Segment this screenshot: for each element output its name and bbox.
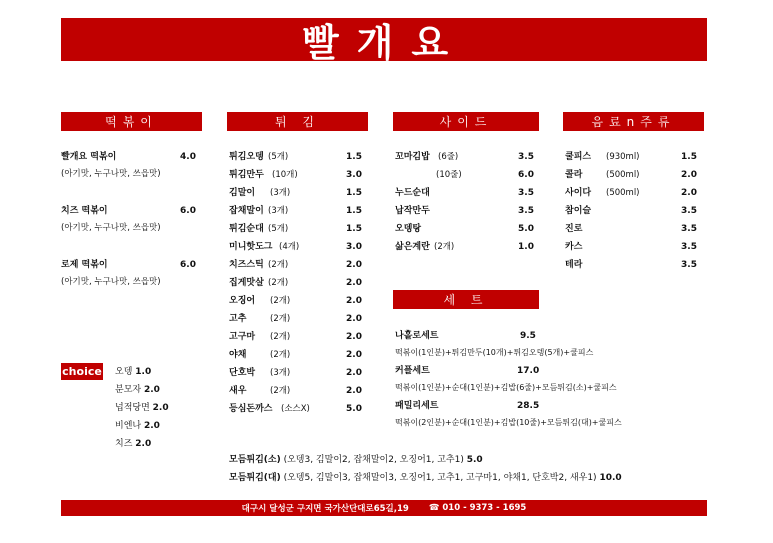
menu-item-price: 1.5 (346, 206, 362, 216)
choice-item: 치즈 2.0 (115, 439, 152, 449)
menu-item-price: 4.0 (180, 152, 196, 162)
menu-item-price: 5.0 (518, 224, 534, 234)
menu-item-qty: (5개) (268, 152, 289, 162)
menu-item-name: 잡채말이 (229, 206, 264, 216)
menu-item-qty: (10개) (272, 170, 298, 180)
menu-item-price: 3.5 (518, 188, 534, 198)
menu-item-qty: (소스X) (281, 404, 310, 414)
menu-item-price: 2.0 (681, 188, 697, 198)
menu-item-qty: (2개) (268, 260, 289, 270)
section-header-set: 세 트 (393, 290, 539, 309)
menu-item-price: 1.5 (681, 152, 697, 162)
menu-item-name: 단호박 (229, 368, 256, 378)
menu-item-qty: (2개) (270, 332, 291, 342)
menu-item-price: 2.0 (346, 260, 362, 270)
menu-item-name: 튀김순대 (229, 224, 264, 234)
menu-item-price: 6.0 (180, 260, 196, 270)
menu-item-price: 3.0 (346, 242, 362, 252)
menu-item-name: 치즈스틱 (229, 260, 264, 270)
menu-item-name: 고구마 (229, 332, 256, 342)
combo-item: 모듬튀김(소) (오뎅3, 김말이2, 잡채말이2, 오징어1, 고추1) 5.0 (229, 455, 483, 465)
menu-item-price: 3.5 (518, 152, 534, 162)
menu-item-price: 2.0 (346, 278, 362, 288)
menu-item-name: 사이다 (565, 188, 592, 198)
section-header-side: 사이드 (393, 112, 539, 131)
menu-item-qty: (500ml) (606, 188, 640, 198)
choice-item: 넙적당면 2.0 (115, 403, 169, 413)
menu-item-price: 1.5 (346, 152, 362, 162)
menu-item-name: 오징어 (229, 296, 256, 306)
menu-item-qty: (2개) (268, 278, 289, 288)
menu-item-price: 3.0 (346, 170, 362, 180)
set-name: 패밀리세트 (395, 401, 439, 411)
set-name: 커플세트 (395, 366, 430, 376)
menu-item-price: 2.0 (681, 170, 697, 180)
set-desc: 떡볶이(1인분)+튀김만두(10개)+튀김오뎅(5개)+쿨피스 (395, 348, 594, 357)
menu-item-name: 카스 (565, 242, 583, 252)
menu-item-name: 진로 (565, 224, 583, 234)
phone: ☎ 010 - 9373 - 1695 (428, 503, 527, 513)
menu-item-name: 집게맛살 (229, 278, 264, 288)
menu-item-desc: (아기맛, 누구나맛, 쓰읍맛) (61, 223, 161, 233)
combo-item: 모듬튀김(대) (오뎅5, 김말이3, 잡채말이3, 오징어1, 고추1, 고구마1, 야채1, 단호박2, 새우1) 10.0 (229, 473, 622, 483)
menu-item-qty: (500ml) (606, 170, 640, 180)
menu-item-name: 치즈 떡볶이 (61, 206, 108, 216)
title-banner (61, 18, 707, 65)
choice-item: 오뎅 1.0 (115, 367, 152, 377)
choice-item: 분모자 2.0 (115, 385, 160, 395)
set-desc: 떡볶이(2인분)+순대(1인분)+김밥(10줄)+모듬튀김(대)+쿨피스 (395, 418, 622, 427)
menu-item-price: 5.0 (346, 404, 362, 414)
store-title: 빨개요 (301, 21, 467, 65)
menu-item-price: 2.0 (346, 314, 362, 324)
menu-item-price: 3.5 (518, 206, 534, 216)
menu-item-name: 야채 (229, 350, 247, 360)
menu-item-price: 2.0 (346, 368, 362, 378)
menu-item-name: 미니핫도그 (229, 242, 273, 252)
section-header-fried: 튀 김 (227, 112, 368, 131)
footer-bar (61, 500, 707, 516)
menu-item-qty: (2개) (270, 386, 291, 396)
menu-item-name: 꼬마김밥 (395, 152, 430, 162)
menu-item-price: 3.5 (681, 224, 697, 234)
set-name: 나홀로세트 (395, 331, 439, 341)
menu-item-desc: (아기맛, 누구나맛, 쓰읍맛) (61, 169, 161, 179)
menu-item-name: 튀김만두 (229, 170, 264, 180)
menu-item-name: 오뎅탕 (395, 224, 422, 234)
section-header-drinks: 음료n주류 (563, 112, 704, 131)
menu-item-qty: (2개) (270, 314, 291, 324)
set-price: 17.0 (517, 366, 540, 376)
menu-item-name: 테라 (565, 260, 583, 270)
menu-item-price: 2.0 (346, 296, 362, 306)
menu-item-price: 1.5 (346, 188, 362, 198)
menu-item-qty: (2개) (434, 242, 455, 252)
menu-item-name: 참이슬 (565, 206, 592, 216)
menu-item-qty: (5개) (268, 224, 289, 234)
set-price: 9.5 (520, 331, 536, 341)
menu-item-qty: (3개) (270, 368, 291, 378)
menu-item-name: 쿨피스 (565, 152, 592, 162)
menu-item-name: 삶은계란 (395, 242, 430, 252)
set-desc: 떡볶이(1인분)+순대(1인분)+김밥(6줄)+모듬튀김(소)+쿨피스 (395, 383, 617, 392)
menu-item-price: 6.0 (180, 206, 196, 216)
menu-item-name: 튀김오뎅 (229, 152, 264, 162)
section-header-tteokbokki: 떡볶이 (61, 112, 202, 131)
menu-item-qty: (6줄) (438, 152, 459, 162)
menu-item-name: 빨개요 떡볶이 (61, 152, 117, 162)
menu-item-price: 1.5 (346, 224, 362, 234)
menu-item-qty: (4개) (279, 242, 300, 252)
menu-item-name: 새우 (229, 386, 247, 396)
choice-item: 비엔나 2.0 (115, 421, 160, 431)
menu-item-price: 3.5 (681, 260, 697, 270)
menu-item-price: 2.0 (346, 332, 362, 342)
menu-item-name: 고추 (229, 314, 247, 324)
menu-item-qty: (2개) (270, 296, 291, 306)
menu-item-name: 납작만두 (395, 206, 430, 216)
menu-item-qty: (930ml) (606, 152, 640, 162)
menu-item-price: 2.0 (346, 386, 362, 396)
menu-item-name: 누드순대 (395, 188, 430, 198)
menu-item-name: 등심돈까스 (229, 404, 273, 414)
menu-item-price: 1.0 (518, 242, 534, 252)
menu-item-name: 로제 떡볶이 (61, 260, 108, 270)
menu-item-qty: (2개) (270, 350, 291, 360)
menu-item-qty: (10줄) (436, 170, 462, 180)
menu-item-qty: (3개) (268, 206, 289, 216)
set-price: 28.5 (517, 401, 540, 411)
menu-item-price: 3.5 (681, 242, 697, 252)
menu-item-price: 6.0 (518, 170, 534, 180)
menu-item-price: 3.5 (681, 206, 697, 216)
menu-item-name: 김말이 (229, 188, 256, 198)
menu-item-name: 콜라 (565, 170, 583, 180)
menu-item-desc: (아기맛, 누구나맛, 쓰읍맛) (61, 277, 161, 287)
menu-item-qty: (3개) (270, 188, 291, 198)
address: 대구시 달성군 구지면 국가산단대로65길,19 (241, 504, 409, 514)
menu-item-price: 2.0 (346, 350, 362, 360)
choice-badge: choice (62, 365, 102, 378)
